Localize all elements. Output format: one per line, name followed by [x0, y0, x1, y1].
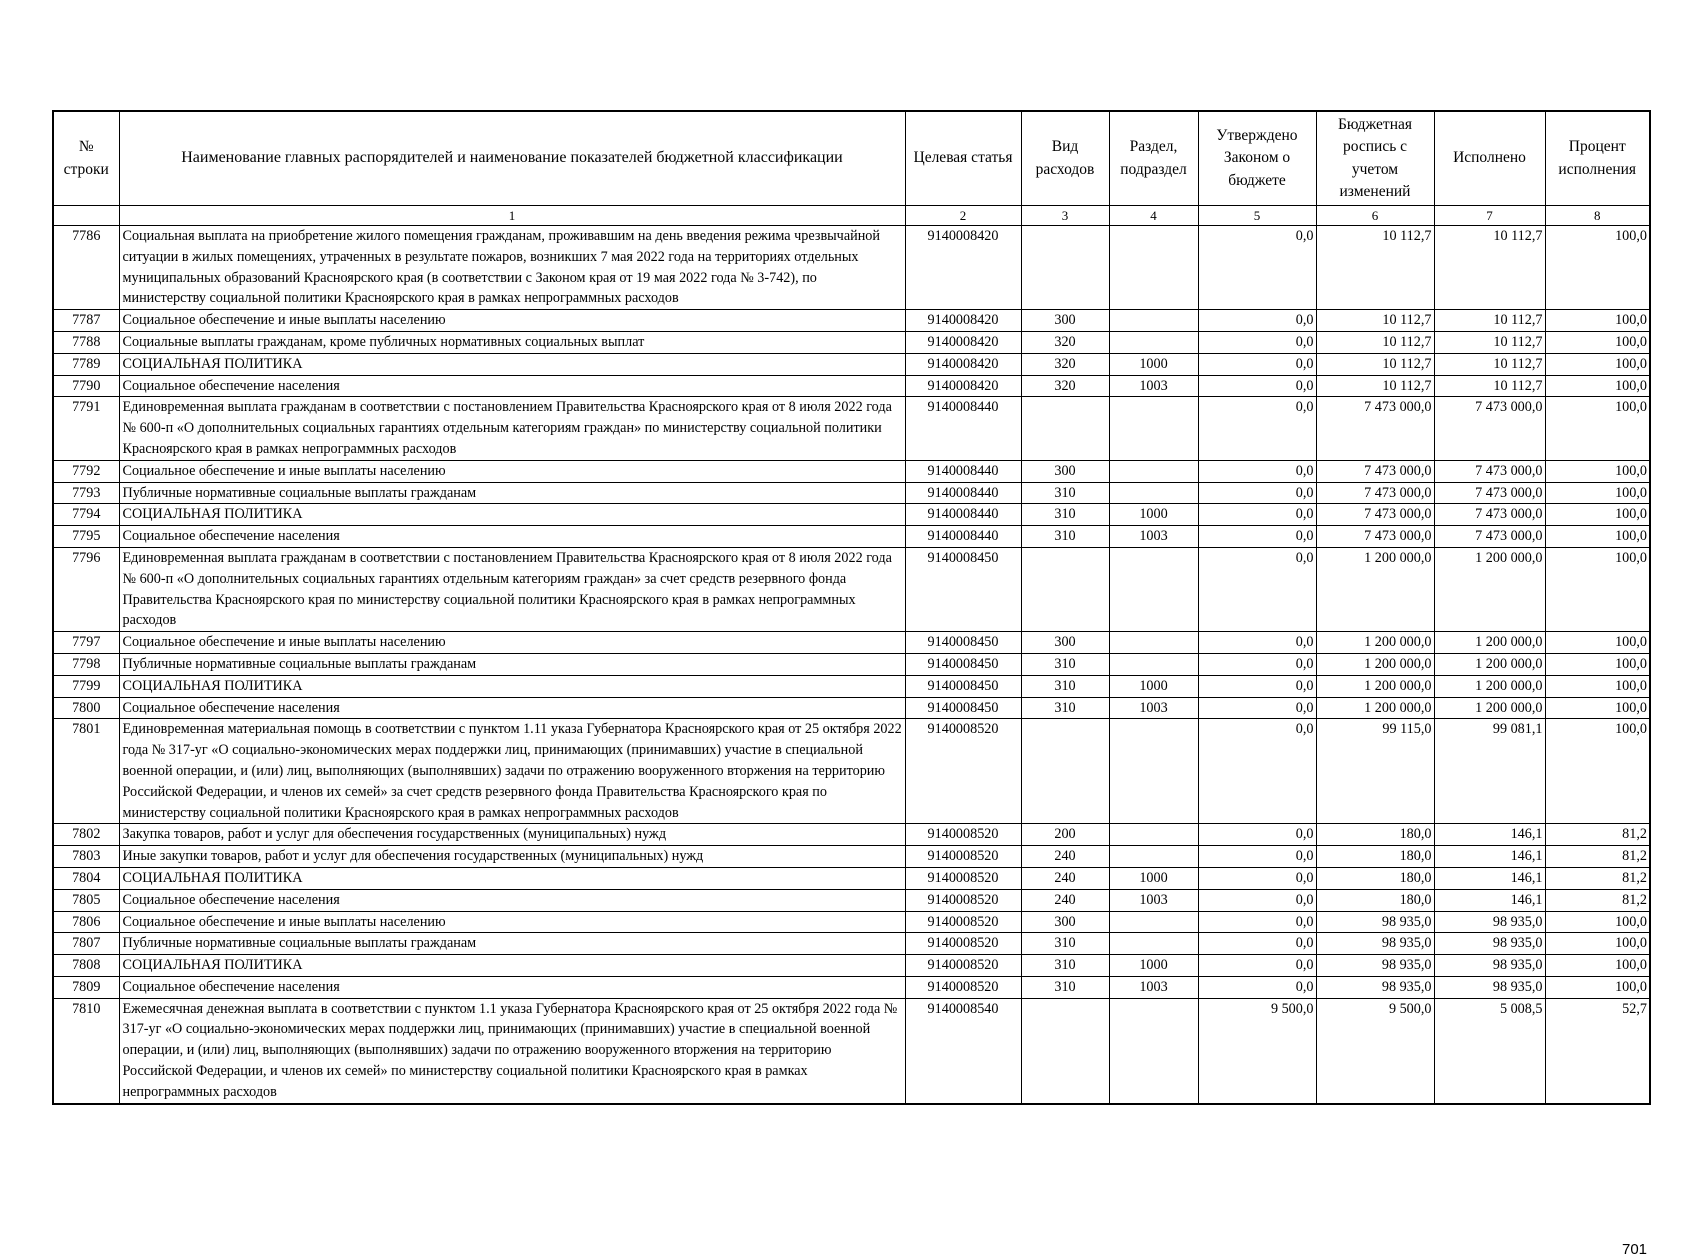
- row-number: 7809: [53, 976, 119, 998]
- header-executed: Исполнено: [1434, 111, 1545, 206]
- header-execution-percent: Процент исполнения: [1545, 111, 1650, 206]
- executed-amount: 146,1: [1434, 867, 1545, 889]
- section-code: [1109, 632, 1198, 654]
- execution-percent: 81,2: [1545, 824, 1650, 846]
- approved-amount: 0,0: [1198, 933, 1316, 955]
- scheduled-amount: 180,0: [1316, 824, 1434, 846]
- executed-amount: 5 008,5: [1434, 998, 1545, 1103]
- expense-type: 300: [1021, 632, 1109, 654]
- expense-type: 300: [1021, 911, 1109, 933]
- target-article: 9140008520: [905, 933, 1021, 955]
- approved-amount: 0,0: [1198, 310, 1316, 332]
- execution-percent: 100,0: [1545, 397, 1650, 460]
- approved-amount: 0,0: [1198, 526, 1316, 548]
- approved-amount: 0,0: [1198, 719, 1316, 824]
- execution-percent: 100,0: [1545, 226, 1650, 310]
- header-section: Раздел, подраздел: [1109, 111, 1198, 206]
- execution-percent: 81,2: [1545, 867, 1650, 889]
- execution-percent: 100,0: [1545, 526, 1650, 548]
- expense-type: 310: [1021, 482, 1109, 504]
- table-row: [53, 504, 1650, 526]
- executed-amount: 1 200 000,0: [1434, 697, 1545, 719]
- scheduled-amount: 1 200 000,0: [1316, 675, 1434, 697]
- execution-percent: 100,0: [1545, 675, 1650, 697]
- scheduled-amount: 180,0: [1316, 846, 1434, 868]
- section-code: [1109, 310, 1198, 332]
- row-name: Закупка товаров, работ и услуг для обеспечения государственных (муниципальных) нужд: [119, 824, 905, 846]
- approved-amount: 0,0: [1198, 226, 1316, 310]
- target-article: 9140008440: [905, 460, 1021, 482]
- row-number: 7789: [53, 353, 119, 375]
- section-code: [1109, 226, 1198, 310]
- executed-amount: 7 473 000,0: [1434, 460, 1545, 482]
- approved-amount: 0,0: [1198, 824, 1316, 846]
- scheduled-amount: 180,0: [1316, 867, 1434, 889]
- scheduled-amount: 7 473 000,0: [1316, 504, 1434, 526]
- table-row: [53, 955, 1650, 977]
- column-number: 1: [119, 206, 905, 226]
- column-number: 6: [1316, 206, 1434, 226]
- table-row: [53, 226, 1650, 310]
- row-number: 7794: [53, 504, 119, 526]
- expense-type: 320: [1021, 375, 1109, 397]
- row-name: Социальное обеспечение и иные выплаты населению: [119, 460, 905, 482]
- row-name: Социальное обеспечение населения: [119, 697, 905, 719]
- execution-percent: 100,0: [1545, 331, 1650, 353]
- target-article: 9140008520: [905, 824, 1021, 846]
- scheduled-amount: 10 112,7: [1316, 226, 1434, 310]
- row-number: 7801: [53, 719, 119, 824]
- scheduled-amount: 1 200 000,0: [1316, 653, 1434, 675]
- row-number: 7808: [53, 955, 119, 977]
- scheduled-amount: 7 473 000,0: [1316, 482, 1434, 504]
- row-number: 7806: [53, 911, 119, 933]
- table-row: [53, 353, 1650, 375]
- executed-amount: 10 112,7: [1434, 331, 1545, 353]
- target-article: 9140008420: [905, 226, 1021, 310]
- header-row-number: № строки: [53, 111, 119, 206]
- column-number-row: [53, 206, 1650, 226]
- row-number: 7790: [53, 375, 119, 397]
- row-number: 7788: [53, 331, 119, 353]
- table-row: [53, 911, 1650, 933]
- header-budget-schedule: Бюджетная роспись с учетом изменений: [1316, 111, 1434, 206]
- scheduled-amount: 1 200 000,0: [1316, 547, 1434, 631]
- target-article: 9140008420: [905, 375, 1021, 397]
- row-name: Единовременная выплата гражданам в соответствии с постановлением Правительства Красноярского края от 8 июля 2022 года № 600-п «О дополнительных социальных гарантиях отдельным категориям граждан» по министерству социальной политики Красноярского края в рамках непрограммных расходов: [119, 397, 905, 460]
- execution-percent: 100,0: [1545, 310, 1650, 332]
- table-row: [53, 976, 1650, 998]
- execution-percent: 100,0: [1545, 955, 1650, 977]
- row-name: Публичные нормативные социальные выплаты гражданам: [119, 653, 905, 675]
- approved-amount: 0,0: [1198, 504, 1316, 526]
- scheduled-amount: 7 473 000,0: [1316, 526, 1434, 548]
- column-number: 5: [1198, 206, 1316, 226]
- execution-percent: 52,7: [1545, 998, 1650, 1103]
- target-article: 9140008440: [905, 504, 1021, 526]
- expense-type: 300: [1021, 460, 1109, 482]
- expense-type: 310: [1021, 976, 1109, 998]
- execution-percent: 100,0: [1545, 504, 1650, 526]
- table-row: [53, 697, 1650, 719]
- section-code: 1003: [1109, 526, 1198, 548]
- executed-amount: 1 200 000,0: [1434, 675, 1545, 697]
- scheduled-amount: 98 935,0: [1316, 933, 1434, 955]
- header-name: Наименование главных распорядителей и наименование показателей бюджетной классификации: [119, 111, 905, 206]
- target-article: 9140008450: [905, 675, 1021, 697]
- target-article: 9140008420: [905, 310, 1021, 332]
- executed-amount: 146,1: [1434, 889, 1545, 911]
- target-article: 9140008520: [905, 976, 1021, 998]
- approved-amount: 0,0: [1198, 482, 1316, 504]
- table-row: [53, 331, 1650, 353]
- section-code: [1109, 460, 1198, 482]
- row-name: Единовременная выплата гражданам в соответствии с постановлением Правительства Красноярского края от 8 июля 2022 года № 600-п «О дополнительных социальных гарантиях отдельным категориям граждан» за счет средств резервного фонда Правительства Красноярского края по министерству социальной политики Красноярского края в рамках непрограммных расходов: [119, 547, 905, 631]
- executed-amount: 98 935,0: [1434, 911, 1545, 933]
- row-name: СОЦИАЛЬНАЯ ПОЛИТИКА: [119, 504, 905, 526]
- approved-amount: 0,0: [1198, 397, 1316, 460]
- row-number: 7792: [53, 460, 119, 482]
- section-code: 1003: [1109, 889, 1198, 911]
- executed-amount: 98 935,0: [1434, 933, 1545, 955]
- expense-type: [1021, 397, 1109, 460]
- table-row: [53, 547, 1650, 631]
- target-article: 9140008520: [905, 911, 1021, 933]
- scheduled-amount: 9 500,0: [1316, 998, 1434, 1103]
- execution-percent: 81,2: [1545, 846, 1650, 868]
- table-row: [53, 933, 1650, 955]
- execution-percent: 100,0: [1545, 719, 1650, 824]
- target-article: 9140008520: [905, 889, 1021, 911]
- target-article: 9140008520: [905, 719, 1021, 824]
- row-name: Социальное обеспечение населения: [119, 976, 905, 998]
- executed-amount: 7 473 000,0: [1434, 397, 1545, 460]
- row-number: 7805: [53, 889, 119, 911]
- row-name: Социальное обеспечение и иные выплаты населению: [119, 632, 905, 654]
- section-code: [1109, 933, 1198, 955]
- execution-percent: 100,0: [1545, 697, 1650, 719]
- expense-type: 310: [1021, 697, 1109, 719]
- row-number: 7807: [53, 933, 119, 955]
- section-code: [1109, 998, 1198, 1103]
- execution-percent: 100,0: [1545, 653, 1650, 675]
- executed-amount: 146,1: [1434, 824, 1545, 846]
- row-number: 7802: [53, 824, 119, 846]
- scheduled-amount: 10 112,7: [1316, 310, 1434, 332]
- expense-type: [1021, 998, 1109, 1103]
- row-number: 7795: [53, 526, 119, 548]
- table-row: [53, 526, 1650, 548]
- expense-type: [1021, 547, 1109, 631]
- section-code: 1000: [1109, 504, 1198, 526]
- column-number: 7: [1434, 206, 1545, 226]
- target-article: 9140008520: [905, 846, 1021, 868]
- row-number: 7791: [53, 397, 119, 460]
- approved-amount: 0,0: [1198, 697, 1316, 719]
- target-article: 9140008420: [905, 353, 1021, 375]
- row-name: Иные закупки товаров, работ и услуг для обеспечения государственных (муниципальных) нужд: [119, 846, 905, 868]
- row-name: Социальное обеспечение и иные выплаты населению: [119, 310, 905, 332]
- executed-amount: 1 200 000,0: [1434, 653, 1545, 675]
- expense-type: 240: [1021, 846, 1109, 868]
- table-row: [53, 632, 1650, 654]
- executed-amount: 7 473 000,0: [1434, 482, 1545, 504]
- row-name: Социальное обеспечение населения: [119, 526, 905, 548]
- expense-type: 310: [1021, 653, 1109, 675]
- executed-amount: 1 200 000,0: [1434, 632, 1545, 654]
- scheduled-amount: 10 112,7: [1316, 331, 1434, 353]
- approved-amount: 0,0: [1198, 375, 1316, 397]
- row-number: 7787: [53, 310, 119, 332]
- page-number: 701: [1622, 1241, 1648, 1258]
- table-row: [53, 375, 1650, 397]
- expense-type: 300: [1021, 310, 1109, 332]
- header-target-article: Целевая статья: [905, 111, 1021, 206]
- header-approved-by-law: Утверждено Законом о бюджете: [1198, 111, 1316, 206]
- approved-amount: 9 500,0: [1198, 998, 1316, 1103]
- row-name: Ежемесячная денежная выплата в соответствии с пунктом 1.1 указа Губернатора Красноярского края от 25 октября 2022 года № 317-уг «О социально-экономических мерах поддержки лиц, принимающих (принимавших) участие в специальной военной операции, и (или) лиц, выполняющих (выполнявших) задачи по отражению вооруженного вторжения на территорию Российской Федерации, и членов их семей» по министерству социальной политики Красноярского края в рамках непрограммных расходов: [119, 998, 905, 1103]
- execution-percent: 100,0: [1545, 976, 1650, 998]
- table-row: [53, 867, 1650, 889]
- expense-type: 200: [1021, 824, 1109, 846]
- header-row: [53, 111, 1650, 206]
- target-article: 9140008450: [905, 653, 1021, 675]
- executed-amount: 1 200 000,0: [1434, 547, 1545, 631]
- table-row: [53, 846, 1650, 868]
- execution-percent: 100,0: [1545, 547, 1650, 631]
- approved-amount: 0,0: [1198, 675, 1316, 697]
- target-article: 9140008440: [905, 526, 1021, 548]
- scheduled-amount: 7 473 000,0: [1316, 397, 1434, 460]
- row-number: 7786: [53, 226, 119, 310]
- scheduled-amount: 1 200 000,0: [1316, 697, 1434, 719]
- section-code: [1109, 547, 1198, 631]
- target-article: 9140008520: [905, 955, 1021, 977]
- executed-amount: 98 935,0: [1434, 955, 1545, 977]
- table-row: [53, 998, 1650, 1103]
- table-row: [53, 460, 1650, 482]
- budget-execution-table: [52, 110, 1651, 1105]
- executed-amount: 7 473 000,0: [1434, 504, 1545, 526]
- approved-amount: 0,0: [1198, 911, 1316, 933]
- section-code: [1109, 397, 1198, 460]
- table-row: [53, 653, 1650, 675]
- scheduled-amount: 99 115,0: [1316, 719, 1434, 824]
- section-code: 1000: [1109, 675, 1198, 697]
- scheduled-amount: 1 200 000,0: [1316, 632, 1434, 654]
- expense-type: 240: [1021, 867, 1109, 889]
- expense-type: 310: [1021, 675, 1109, 697]
- execution-percent: 100,0: [1545, 353, 1650, 375]
- row-name: Публичные нормативные социальные выплаты гражданам: [119, 933, 905, 955]
- execution-percent: 100,0: [1545, 632, 1650, 654]
- table-row: [53, 482, 1650, 504]
- row-number: 7796: [53, 547, 119, 631]
- expense-type: 320: [1021, 331, 1109, 353]
- approved-amount: 0,0: [1198, 653, 1316, 675]
- column-number: 2: [905, 206, 1021, 226]
- row-number: 7800: [53, 697, 119, 719]
- approved-amount: 0,0: [1198, 867, 1316, 889]
- row-name: Единовременная материальная помощь в соответствии с пунктом 1.11 указа Губернатора Красноярского края от 25 октября 2022 года № 317-уг «О социально-экономических мерах поддержки лиц, принимающих (принимавших) участие в специальной военной операции, и (или) лиц, выполняющих (выполнявших) задачи по отражению вооруженного вторжения на территорию Российской Федерации, и членов их семей» за счет средств резервного фонда Правительства Красноярского края по министерству социальной политики Красноярского края в рамках непрограммных расходов: [119, 719, 905, 824]
- scheduled-amount: 7 473 000,0: [1316, 460, 1434, 482]
- expense-type: [1021, 719, 1109, 824]
- scheduled-amount: 10 112,7: [1316, 375, 1434, 397]
- executed-amount: 146,1: [1434, 846, 1545, 868]
- row-name: СОЦИАЛЬНАЯ ПОЛИТИКА: [119, 675, 905, 697]
- target-article: 9140008540: [905, 998, 1021, 1103]
- section-code: [1109, 482, 1198, 504]
- approved-amount: 0,0: [1198, 632, 1316, 654]
- approved-amount: 0,0: [1198, 889, 1316, 911]
- row-number: 7797: [53, 632, 119, 654]
- section-code: [1109, 911, 1198, 933]
- column-number: [53, 206, 119, 226]
- table-row: [53, 824, 1650, 846]
- scheduled-amount: 98 935,0: [1316, 955, 1434, 977]
- header-expense-type: Вид расходов: [1021, 111, 1109, 206]
- execution-percent: 81,2: [1545, 889, 1650, 911]
- table-row: [53, 889, 1650, 911]
- table-body: [53, 226, 1650, 1104]
- row-number: 7793: [53, 482, 119, 504]
- expense-type: 310: [1021, 933, 1109, 955]
- expense-type: 320: [1021, 353, 1109, 375]
- scheduled-amount: 10 112,7: [1316, 353, 1434, 375]
- approved-amount: 0,0: [1198, 846, 1316, 868]
- executed-amount: 10 112,7: [1434, 310, 1545, 332]
- section-code: [1109, 653, 1198, 675]
- section-code: [1109, 331, 1198, 353]
- table-row: [53, 310, 1650, 332]
- approved-amount: 0,0: [1198, 460, 1316, 482]
- executed-amount: 98 935,0: [1434, 976, 1545, 998]
- row-name: СОЦИАЛЬНАЯ ПОЛИТИКА: [119, 353, 905, 375]
- section-code: [1109, 846, 1198, 868]
- executed-amount: 99 081,1: [1434, 719, 1545, 824]
- row-number: 7803: [53, 846, 119, 868]
- expense-type: 240: [1021, 889, 1109, 911]
- execution-percent: 100,0: [1545, 460, 1650, 482]
- section-code: [1109, 719, 1198, 824]
- execution-percent: 100,0: [1545, 482, 1650, 504]
- row-name: СОЦИАЛЬНАЯ ПОЛИТИКА: [119, 955, 905, 977]
- row-number: 7799: [53, 675, 119, 697]
- row-number: 7810: [53, 998, 119, 1103]
- scheduled-amount: 98 935,0: [1316, 976, 1434, 998]
- target-article: 9140008450: [905, 697, 1021, 719]
- approved-amount: 0,0: [1198, 353, 1316, 375]
- executed-amount: 7 473 000,0: [1434, 526, 1545, 548]
- approved-amount: 0,0: [1198, 955, 1316, 977]
- section-code: 1000: [1109, 867, 1198, 889]
- section-code: [1109, 824, 1198, 846]
- expense-type: 310: [1021, 526, 1109, 548]
- table-row: [53, 675, 1650, 697]
- section-code: 1000: [1109, 955, 1198, 977]
- expense-type: 310: [1021, 504, 1109, 526]
- table-row: [53, 719, 1650, 824]
- column-number: 4: [1109, 206, 1198, 226]
- section-code: 1003: [1109, 375, 1198, 397]
- execution-percent: 100,0: [1545, 933, 1650, 955]
- scheduled-amount: 180,0: [1316, 889, 1434, 911]
- row-name: Публичные нормативные социальные выплаты гражданам: [119, 482, 905, 504]
- executed-amount: 10 112,7: [1434, 375, 1545, 397]
- target-article: 9140008440: [905, 482, 1021, 504]
- table-row: [53, 397, 1650, 460]
- row-name: Социальное обеспечение населения: [119, 375, 905, 397]
- row-name: СОЦИАЛЬНАЯ ПОЛИТИКА: [119, 867, 905, 889]
- section-code: 1000: [1109, 353, 1198, 375]
- column-number: 8: [1545, 206, 1650, 226]
- budget-table-page: [52, 110, 1651, 1258]
- target-article: 9140008420: [905, 331, 1021, 353]
- execution-percent: 100,0: [1545, 911, 1650, 933]
- target-article: 9140008450: [905, 632, 1021, 654]
- target-article: 9140008520: [905, 867, 1021, 889]
- row-number: 7798: [53, 653, 119, 675]
- executed-amount: 10 112,7: [1434, 226, 1545, 310]
- approved-amount: 0,0: [1198, 976, 1316, 998]
- approved-amount: 0,0: [1198, 331, 1316, 353]
- column-number: 3: [1021, 206, 1109, 226]
- row-name: Социальная выплата на приобретение жилого помещения гражданам, проживавшим на день введения режима чрезвычайной ситуации в жилых помещениях, утраченных в результате пожаров, возникших 7 мая 2022 года на территориях отдельных муниципальных образований Красноярского края (в соответствии с Законом края от 19 мая 2022 года № 3-742), по министерству социальной политики Красноярского края в рамках непрограммных расходов: [119, 226, 905, 310]
- target-article: 9140008440: [905, 397, 1021, 460]
- row-name: Социальное обеспечение и иные выплаты населению: [119, 911, 905, 933]
- row-name: Социальные выплаты гражданам, кроме публичных нормативных социальных выплат: [119, 331, 905, 353]
- executed-amount: 10 112,7: [1434, 353, 1545, 375]
- approved-amount: 0,0: [1198, 547, 1316, 631]
- target-article: 9140008450: [905, 547, 1021, 631]
- row-number: 7804: [53, 867, 119, 889]
- expense-type: [1021, 226, 1109, 310]
- row-name: Социальное обеспечение населения: [119, 889, 905, 911]
- scheduled-amount: 98 935,0: [1316, 911, 1434, 933]
- section-code: 1003: [1109, 976, 1198, 998]
- expense-type: 310: [1021, 955, 1109, 977]
- execution-percent: 100,0: [1545, 375, 1650, 397]
- section-code: 1003: [1109, 697, 1198, 719]
